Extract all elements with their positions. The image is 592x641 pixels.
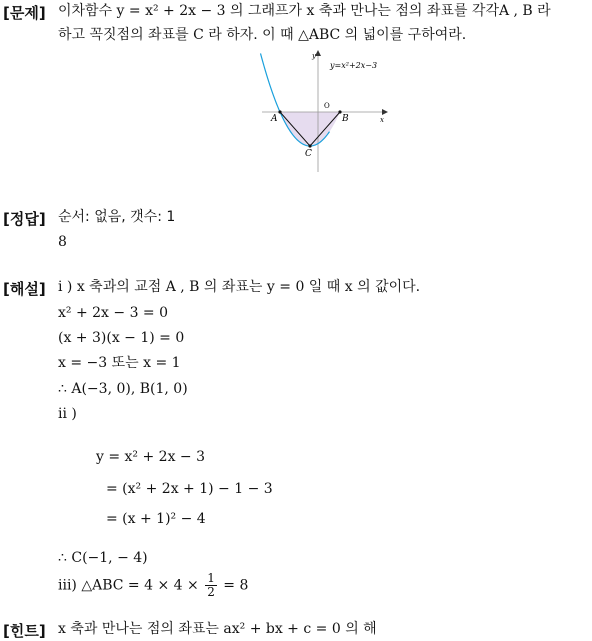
point-a-dot [278, 110, 281, 113]
explanation-line-5: ∴ A(−3, 0), B(1, 0) [58, 381, 188, 397]
hint-tag: [힌트] [3, 622, 46, 640]
explanation-line-4: x = −3 또는 x = 1 [58, 355, 181, 371]
point-c-label: C [305, 149, 312, 159]
area-prefix: iii) △ABC = 4 × 4 × [58, 577, 199, 594]
area-fraction-denominator: 2 [207, 585, 215, 599]
answer-line-1: 순서: 없음, 갯수: 1 [58, 209, 176, 225]
point-b-label: B [342, 114, 349, 124]
area-fraction-numerator: 1 [207, 571, 215, 585]
explanation-tag: [해설] [3, 280, 46, 298]
explanation-line-3: (x + 3)(x − 1) = 0 [58, 330, 185, 346]
explanation-line-7: y = x² + 2x − 3 [96, 449, 206, 465]
problem-tag: [문제] [3, 4, 46, 22]
explanation-line-8: = (x² + 2x + 1) − 1 − 3 [106, 481, 273, 497]
origin-label: O [324, 102, 330, 110]
point-a-label: A [271, 114, 278, 124]
area-fraction [205, 572, 217, 599]
curve-label: y=x²+2x−3 [330, 61, 378, 70]
explanation-line-2: x² + 2x − 3 = 0 [58, 305, 169, 321]
explanation-line-9: = (x + 1)² − 4 [106, 511, 206, 527]
problem-line-2: 하고 꼭짓점의 좌표를 C 라 하자. 이 때 △ABC 의 넓이를 구하여라. [58, 27, 467, 43]
explanation-line-6: ii ) [58, 406, 77, 422]
hint-line: x 축과 만나는 점의 좌표는 ax² + bx + c = 0 의 해 [58, 621, 377, 637]
answer-value: 8 [58, 234, 67, 250]
parabola-graph [258, 48, 398, 176]
answer-tag: [정답] [3, 210, 46, 228]
explanation-area-line [58, 572, 248, 599]
explanation-line-1: i ) x 축과의 교점 A , B 의 좌표는 y = 0 일 때 x 의 값이다. [58, 279, 421, 295]
area-result: = 8 [223, 577, 249, 594]
point-c-dot [308, 144, 311, 147]
x-axis-arrow-icon [382, 109, 388, 115]
y-axis-label: y [312, 52, 316, 60]
x-axis-label: x [380, 116, 384, 124]
problem-line-1: 이차함수 y = x² + 2x − 3 의 그래프가 x 축과 만나는 점의 좌표를 각각A , B 라 [58, 3, 551, 19]
explanation-line-10: ∴ C(−1, − 4) [58, 550, 148, 566]
